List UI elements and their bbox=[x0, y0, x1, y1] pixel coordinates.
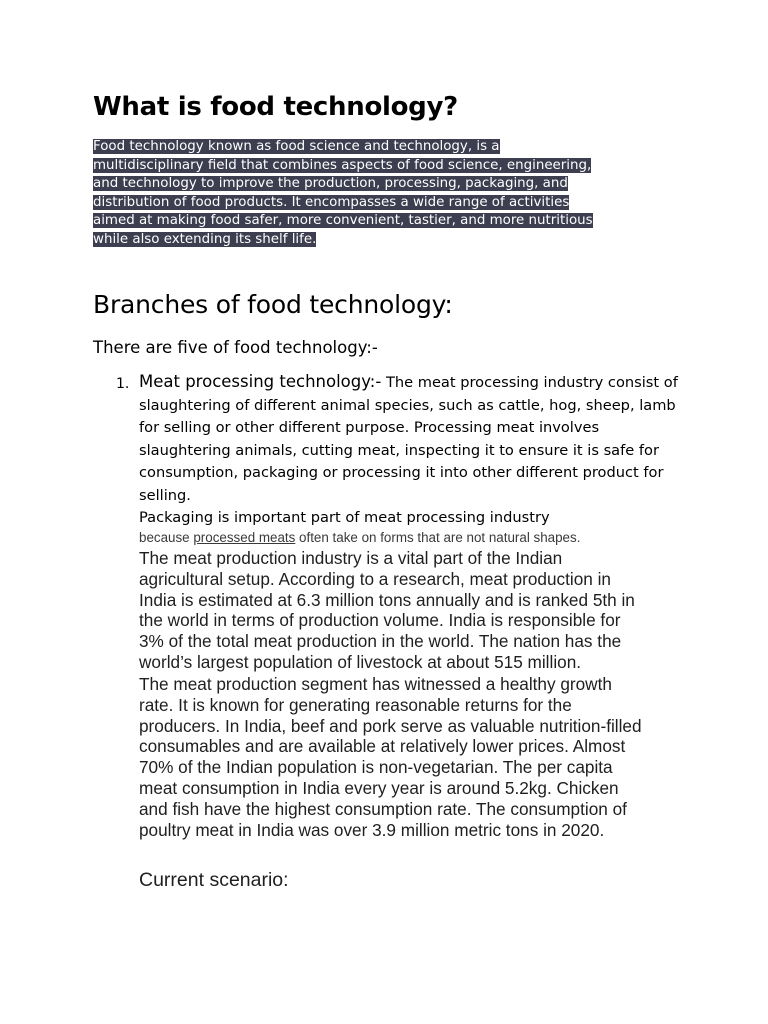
paragraph-line: world’s largest population of livestock at about 515 million. bbox=[139, 651, 582, 672]
meat-growth-paragraph bbox=[139, 674, 684, 840]
because-prefix: because bbox=[139, 530, 194, 545]
intro-line: and technology to improve the production, processing, packaging, and bbox=[93, 176, 568, 192]
paragraph-line: 70% of the Indian population is non-vegetarian. The per capita bbox=[139, 757, 613, 778]
paragraph-line: rate. It is known for generating reasonable returns for the bbox=[139, 694, 572, 715]
because-line bbox=[139, 529, 580, 547]
paragraph-line: India is estimated at 6.3 million tons annually and is ranked 5th in bbox=[139, 589, 635, 610]
intro-line: distribution of food products. It encompasses a wide range of activities bbox=[93, 194, 570, 210]
intro-line: Food technology known as food science and technology, is a bbox=[93, 139, 500, 154]
paragraph-line: the world in terms of production volume. India is responsible for bbox=[139, 610, 621, 631]
paragraph-line: poultry meat in India was over 3.9 million metric tons in 2020. bbox=[139, 819, 605, 840]
paragraph-line: agricultural setup. According to a research, meat production in bbox=[139, 568, 611, 589]
packaging-line: Packaging is important part of meat processing industry bbox=[139, 509, 550, 526]
intro-line: while also extending its shelf life. bbox=[93, 231, 317, 247]
paragraph-line: meat consumption in India every year is around 5.2kg. Chicken bbox=[139, 777, 619, 798]
list-item-term: Meat processing technology:- bbox=[139, 372, 382, 391]
intro-paragraph bbox=[93, 138, 673, 250]
meat-production-paragraph bbox=[139, 548, 684, 673]
current-scenario-heading: Current scenario: bbox=[139, 869, 289, 891]
paragraph-line: and fish have the highest consumption rate. The consumption of bbox=[139, 798, 627, 819]
list-item-number: 1. bbox=[116, 376, 130, 392]
page-title: What is food technology? bbox=[93, 92, 458, 122]
because-suffix: often take on forms that are not natural shapes. bbox=[295, 530, 581, 545]
branches-lead: There are five of food technology:- bbox=[93, 338, 378, 357]
intro-line: multidisciplinary field that combines aspects of food science, engineering, bbox=[93, 157, 592, 173]
list-item-text: The meat processing industry consist of slaughtering of different animal species, such as cattle, hog, sheep, lamb for selling or other different purpose. Processing meat involves slaughtering animals, cutting meat, inspecting it to ensure it is safe for consumption, packaging or processing it into other different product for selling. bbox=[139, 374, 678, 504]
paragraph-line: producers. In India, beef and pork serve as valuable nutrition-filled bbox=[139, 715, 642, 736]
intro-line: aimed at making food safer, more convenient, tastier, and more nutritious bbox=[93, 213, 593, 229]
list-item-meat-processing bbox=[139, 371, 679, 507]
paragraph-line: The meat production industry is a vital part of the Indian bbox=[139, 548, 563, 568]
processed-meats-link[interactable]: processed meats bbox=[193, 530, 296, 545]
paragraph-line: consumables and are available at relatively lower prices. Almost bbox=[139, 736, 626, 757]
paragraph-line: The meat production segment has witnessed a healthy growth bbox=[139, 674, 612, 694]
branches-heading: Branches of food technology: bbox=[93, 290, 453, 319]
paragraph-line: 3% of the total meat production in the world. The nation has the bbox=[139, 631, 622, 652]
